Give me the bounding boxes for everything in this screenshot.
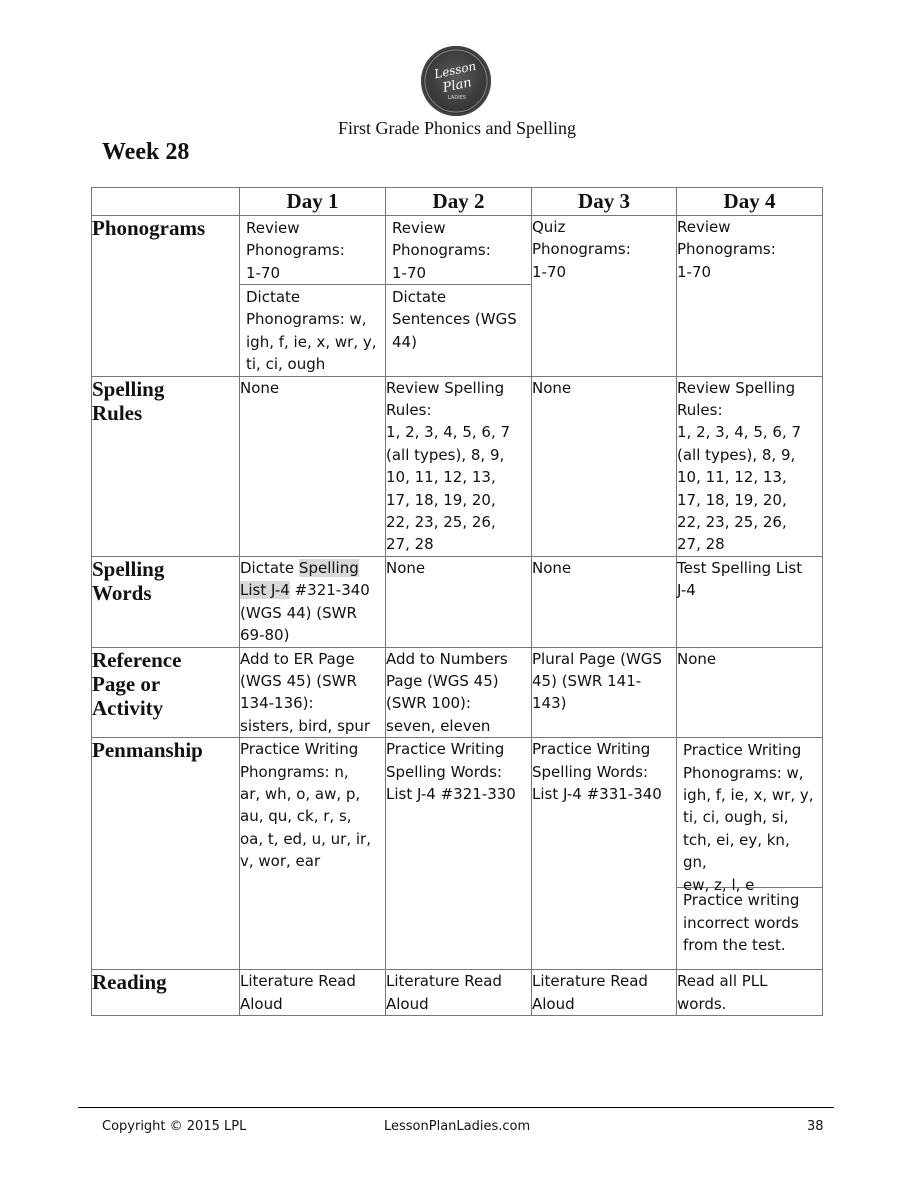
table-row-spelling-rules — [92, 376, 823, 556]
cell-text: #321-340 (WGS 44) (SWR 69-80) — [240, 581, 370, 645]
footer-copyright: Copyright © 2015 LPL — [102, 1119, 247, 1134]
table-header-row — [92, 188, 823, 216]
day-2-header: Day 2 — [386, 188, 532, 216]
table-row-phonograms — [92, 216, 823, 377]
lesson-plan-table — [91, 187, 823, 1016]
cell-spelling-rules-day3: None — [532, 376, 677, 556]
cell-phonograms-day2 — [386, 216, 532, 377]
cell-penmanship-day2: Practice Writing Spelling Words: List J-4 #321-330 — [386, 738, 532, 970]
logo-text-1: Lesson — [433, 58, 478, 82]
cell-spelling-rules-day1: None — [240, 376, 386, 556]
row-label-reference: Reference Page or Activity — [92, 647, 240, 738]
cell-reading-day3: Literature Read Aloud — [532, 970, 677, 1016]
cell-reading-day2: Literature Read Aloud — [386, 970, 532, 1016]
cell-reference-day2: Add to Numbers Page (WGS 45) (SWR 100): seven, eleven — [386, 647, 532, 738]
cell-text: Practice writing incorrect words from the test. — [683, 891, 800, 954]
day-1-header: Day 1 — [240, 188, 386, 216]
cell-spelling-words-day2: None — [386, 556, 532, 647]
logo-text-3: LADIES — [448, 95, 466, 101]
cell-text: Review Phonograms: 1-70 — [240, 216, 385, 285]
row-label-spelling-rules: Spelling Rules — [92, 376, 240, 556]
cell-reading-day4: Read all PLL words. — [677, 970, 823, 1016]
highlighted-text: Spelling — [298, 558, 359, 577]
cell-phonograms-day4: Review Phonograms: 1-70 — [677, 216, 823, 377]
cell-phonograms-day3: Quiz Phonograms: 1-70 — [532, 216, 677, 377]
footer-website: LessonPlanLadies.com — [384, 1119, 531, 1134]
day-3-header: Day 3 — [532, 188, 677, 216]
table-row-reference — [92, 647, 823, 738]
cell-spelling-rules-day4: Review Spelling Rules: 1, 2, 3, 4, 5, 6, 7 (all types), 8, 9, 10, 11, 12, 13, 17, 18, 19, 20, 22, 23, 25, 26, 27, 28 — [677, 376, 823, 556]
week-title: Week 28 — [102, 139, 190, 165]
footer-divider — [78, 1107, 834, 1108]
cell-text: Dictate — [240, 558, 299, 577]
cell-spelling-rules-day2: Review Spelling Rules: 1, 2, 3, 4, 5, 6, 7 (all types), 8, 9, 10, 11, 12, 13, 17, 18, 19, 20, 22, 23, 25, 26, 27, 28 — [386, 376, 532, 556]
cell-penmanship-day1: Practice Writing Phongrams: n, ar, wh, o, aw, p, au, qu, ck, r, s, oa, t, ed, u, ur, ir, v, wor, ear — [240, 738, 386, 970]
corner-cell — [92, 188, 240, 216]
logo — [421, 46, 491, 116]
table-row-penmanship — [92, 738, 823, 970]
cell-reference-day4: None — [677, 647, 823, 738]
row-label-reading: Reading — [92, 970, 240, 1016]
cell-reference-day1: Add to ER Page (WGS 45) (SWR 134-136): sisters, bird, spur — [240, 647, 386, 738]
cell-penmanship-day3: Practice Writing Spelling Words: List J-4 #331-340 — [532, 738, 677, 970]
highlighted-text: List J-4 — [240, 581, 290, 600]
row-label-spelling-words: Spelling Words — [92, 556, 240, 647]
cell-reading-day1: Literature Read Aloud — [240, 970, 386, 1016]
day-4-header: Day 4 — [677, 188, 823, 216]
cell-phonograms-day1 — [240, 216, 386, 377]
document-subtitle: First Grade Phonics and Spelling — [338, 118, 576, 138]
cell-spelling-words-day4: Test Spelling List J-4 — [677, 556, 823, 647]
cell-spelling-words-day1 — [240, 556, 386, 647]
footer-page-number: 38 — [807, 1119, 824, 1134]
table-row-reading — [92, 970, 823, 1016]
table-row-spelling-words — [92, 556, 823, 647]
row-label-phonograms: Phonograms — [92, 216, 240, 377]
cell-text: Dictate Phonograms: w, igh, f, ie, x, wr, y, ti, ci, ough — [246, 288, 377, 374]
cell-text: Practice Writing Phonograms: w, igh, f, ie, x, wr, y, ti, ci, ough, si, tch, ei, ey, kn, gn, ew, z, l, e — [677, 738, 822, 888]
logo-emblem — [421, 46, 491, 116]
cell-penmanship-day4 — [677, 738, 823, 970]
cell-reference-day3: Plural Page (WGS 45) (SWR 141- 143) — [532, 647, 677, 738]
logo-text-2: Plan — [441, 75, 474, 96]
cell-text: Review Phonograms: 1-70 — [386, 216, 531, 285]
row-label-penmanship: Penmanship — [92, 738, 240, 970]
cell-spelling-words-day3: None — [532, 556, 677, 647]
cell-text: Dictate Sentences (WGS 44) — [392, 288, 517, 351]
